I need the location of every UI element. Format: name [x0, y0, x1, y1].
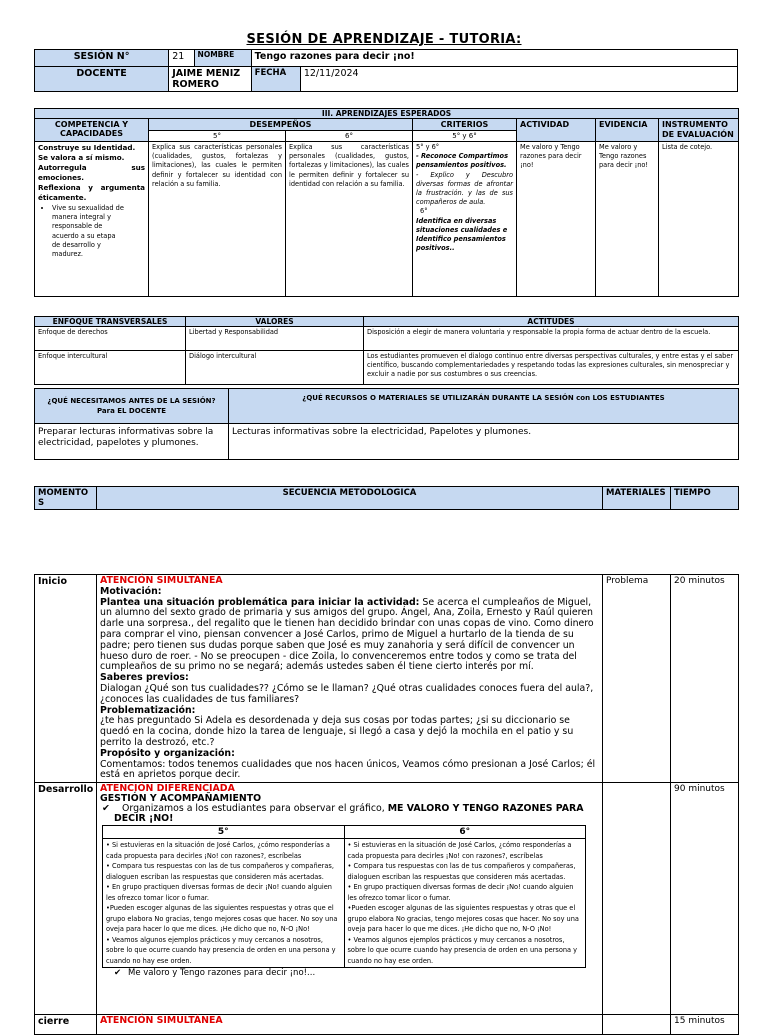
cierre-tiempo: 15 minutos [671, 1015, 739, 1035]
col-competencia: COMPETENCIA Y CAPACIDADES [35, 119, 149, 142]
col-valores: VALORES [186, 317, 364, 327]
capacidad-2: Autorregula sus emociones. [38, 163, 145, 182]
check-icon: ✔ [102, 803, 110, 815]
check-item-bottom [100, 968, 599, 978]
answer-recursos: Lecturas informativas sobre la electricidad, Papelotes y plumones. [229, 424, 739, 460]
cierre-content [97, 1015, 603, 1035]
inner-6-content [344, 839, 586, 968]
instrumento-value: Lista de cotejo. [659, 142, 739, 297]
col-evidencia: EVIDENCIA [596, 119, 659, 142]
sesion-label: SESIÓN N° [35, 50, 169, 67]
actitud-row-2: Los estudiantes promueven el dialogo continuo entre diversas perspectivas culturales, y entre estas y el saber científico, buscando complementariedades y respetando todas las expresiones culturales, sin menospreciar y excluir a nadie por sus costumbres o sus creencias. [364, 351, 739, 385]
criterios-cell [413, 142, 517, 297]
inner-5-item-4: •Pueden escoger algunas de las siguientes respuestas y otras que el grupo elabora No gracias, tengo mejores cosas que hacer. No soy una oveja para hacer lo que me dices. ¡He dicho que no, N-O ¡No! [106, 904, 338, 934]
competencia-title: Construye su Identidad. [38, 143, 136, 152]
inicio-tiempo: 20 minutos [671, 575, 739, 783]
proposito-label: Propósito y organización: [100, 747, 235, 759]
criterios-grades: 5° y 6° [416, 143, 440, 151]
col-desempenos: DESEMPEÑOS [149, 119, 413, 131]
inner-6-item-5: • Veamos algunos ejemplos prácticos y muy cercanos a nosotros, sobre lo que ocurre cuando hay presencia de orden en una persona y cuando no hay ese orden. [347, 935, 578, 965]
inner-5-item-2: • Compara tus respuestas con las de tus compañeros y compañeras, dialoguen escriban las respuestas que consideren más acertadas. [106, 862, 334, 881]
inner-5-item-5: • Veamos algunos ejemplos prácticos y muy cercanos a nosotros, sobre lo que ocurre cuando hay presencia de orden en una persona y cuando no hay ese orden. [106, 935, 336, 965]
motivacion-label: Motivación: [100, 585, 162, 597]
inner-5-item-3: • En grupo practiquen diversas formas de decir ¡No! cuando alguien les ofrezco tomar licor o fumar. [106, 883, 332, 902]
sesion-number: 21 [169, 50, 194, 67]
col-5-grade: 5° [149, 131, 286, 142]
criterio-1: - Reconoce Compartimos pensamientos positivos. [416, 152, 508, 170]
capacidad-3: Reflexiona y argumenta éticamente. [38, 183, 145, 202]
proposito-text: Comentamos: todos tenemos cualidades que nos hacen únicos, Veamos cómo presionan a José Carlos; él está en aprietos porque decir. [100, 758, 596, 781]
inicio-material: Problema [603, 575, 671, 783]
col-momentos: MOMENTOS [35, 487, 97, 510]
saberes-text: Dialogan ¿Qué son tus cualidades?? ¿Cómo se le llaman? ¿Qué otras cualidades conoces fuera del aula?, ¿conoces las cualidades de tus familiares? [100, 682, 594, 705]
col-criterios: CRITERIOS [413, 119, 517, 131]
desempeno-5: Explica sus características personales (cualidades, gustos, fortalezas y limitaciones), las cuales le permiten definir y fortalecer su identidad con relación a su familia. [149, 142, 286, 297]
col-materiales: MATERIALES [603, 487, 671, 510]
page-title: SESIÓN DE APRENDIZAJE - TUTORIA: [246, 32, 522, 47]
docente-label: DOCENTE [35, 67, 169, 92]
valor-row-1: Libertad y Responsabilidad [186, 327, 364, 351]
gestion-label: GESTIÓN Y ACOMPAÑAMIENTO [100, 793, 262, 805]
aprendizajes-table [34, 108, 739, 297]
inner-col-6: 6° [344, 826, 586, 839]
inner-6-item-1: • Si estuvieras en la situación de José Carlos, ¿cómo responderías a cada propuesta para decirles ¡No! con razones?, escríbelas [347, 841, 572, 860]
plantea-text: Se acerca el cumpleaños de Miguel, un alumno del sexto grado de primaria y sus amigos del grupo. Ángel, Ana, Zoila, Ernesto y Raúl quieren darle una sorpresa., del regalito que le tienen han decidido brindar con unas copas de vino. Como dinero para comprar el vino, piensan convencer a José Carlos, primo de Miguel a hurtarlo de la tienda de su padre; pero tienen sus dudas porque saben que José es muy zanahoria y será difícil de convencer un hueso duro de roer. - No se preocupen - dice Zoila, lo convenceremos entre todos y como se trata del cumpleaños de su primo no se negará; además ustedes saben él tiene cierto interés por mí. [100, 596, 594, 673]
desarrollo-content [97, 783, 603, 1015]
check-item [100, 804, 599, 824]
grades-inner-table [102, 825, 586, 968]
docente-value: JAIME MENIZ ROMERO [169, 67, 251, 92]
plantea-label: Plantea una situación problemática para iniciar la actividad: [100, 596, 420, 608]
question-docente: ¿QUÉ NECESITAMOS ANTES DE LA SESIÓN? Para EL DOCENTE [35, 389, 229, 424]
col-actividad: ACTIVIDAD [517, 119, 596, 142]
col-secuencia: SECUENCIA METODOLOGICA [97, 487, 603, 510]
enfoque-row-2: Enfoque intercultural [35, 351, 186, 385]
desarrollo-tiempo: 90 minutos [671, 783, 739, 1015]
nombre-value: Tengo razones para decir ¡no! [251, 50, 737, 67]
capacidad-bullet: • Vive su sexualidad de manera integral y responsable de acuerdo a su etapa de desarrollo y madurez. [52, 204, 124, 259]
inner-6-item-4: •Pueden escoger algunas de las siguientes respuestas y otras que el grupo elabora No gracias, tengo mejores cosas que hacer. No soy una oveja para hacer lo que me dices. ¡He dicho que no, N-O ¡No! [347, 904, 579, 934]
inner-col-5: 5° [103, 826, 345, 839]
inicio-content [97, 575, 603, 783]
problematizacion-text: ¿te has preguntado Si Adela es desordenada y deja sus cosas por todas partes; ¿si su diccionario se quedó en la cocina, donde hizo la tarea de lenguaje, si llegó a casa y dejó la mochila en el patio y su perrito la destrozó, etc.? [100, 715, 574, 748]
evidencia-value: Me valoro y Tengo razones para decir ¡no! [596, 142, 659, 297]
inner-6-item-2: • Compara tus respuestas con las de tus compañeros y compañeras, dialoguen escriban las respuestas que consideren más acertadas. [347, 862, 576, 881]
capacidad-1: Se valora a sí mismo. [38, 153, 125, 162]
inner-6-item-3: • En grupo practiquen diversas formas de decir ¡No! cuando alguien les ofrezco tomar licor o fumar. [347, 883, 574, 902]
saberes-label: Saberes previos: [100, 672, 189, 684]
col-criterios-sub: 5° y 6° [413, 131, 517, 142]
col-6-grade: 6° [286, 131, 413, 142]
valor-row-2: Diálogo intercultural [186, 351, 364, 385]
col-tiempo: TIEMPO [671, 487, 739, 510]
preparation-table [34, 388, 739, 460]
criterios-6: 6° [420, 207, 428, 216]
criterio-3: Identifica en diversas situaciones cualidades e Identifico pensamientos positivos.. [416, 216, 508, 253]
cierre-material [603, 1015, 671, 1035]
actitud-row-1: Disposición a elegir de manera voluntaria y responsable la propia forma de actuar dentro de la escuela. [364, 327, 739, 351]
col-enfoque: ENFOQUE TRANSVERSALES [35, 317, 186, 327]
secuencia-header-table [34, 486, 739, 510]
momento-inicio: Inicio [35, 575, 97, 783]
aprendizajes-section-title: III. APRENDIZAJES ESPERADOS [35, 109, 739, 119]
desempeno-6: Explica sus características personales (cualidades, gustos, fortalezas y limitaciones), las cuales le permiten definir y fortalecer su identidad con relación a su familia. [286, 142, 413, 297]
fecha-value: 12/11/2024 [300, 67, 737, 92]
nombre-label: NOMBRE [194, 50, 251, 67]
col-instrumento: INSTRUMENTO DE EVALUACIÓN [659, 119, 739, 142]
inner-5-item-1: • Si estuvieras en la situación de José Carlos, ¿cómo responderías a cada propuesta para decirles ¡No! con razones?, escríbelas [106, 841, 330, 860]
answer-docente: Preparar lecturas informativas sobre la electricidad, papelotes y plumones. [35, 424, 229, 460]
fecha-label: FECHA [251, 67, 300, 92]
competencia-cell [35, 142, 149, 297]
inicio-atencion: ATENCIÓN SIMULTÁNEA [100, 575, 223, 586]
secuencia-body-table [34, 574, 739, 1035]
momento-cierre: cierre [35, 1015, 97, 1035]
question-recursos: ¿QUÉ RECURSOS O MATERIALES SE UTILIZARÁN DURANTE LA SESIÓN con LOS ESTUDIANTES [229, 389, 739, 424]
criterio-2: - Explico y Descubro diversas formas de afrontar la frustración. y las de sus compañeros de aula. [416, 170, 513, 207]
enfoques-table [34, 316, 739, 385]
check-bold-text: ME VALORO Y TENGO RAZONES PARA DECIR ¡NO! [114, 803, 584, 825]
inner-5-content [103, 839, 345, 968]
header-table [34, 49, 738, 92]
problematizacion-label: Problematización: [100, 704, 196, 716]
check-text: Organizamos a los estudiantes para observar el gráfico, [122, 803, 385, 815]
cierre-atencion: ATENCIÓN SIMULTÁNEA [100, 1015, 223, 1027]
actividad-value: Me valoro y Tengo razones para decir ¡no! [517, 142, 596, 297]
desarrollo-material [603, 783, 671, 1015]
col-actitudes: ACTITUDES [364, 317, 739, 327]
desarrollo-atencion: ATENCIÓN DIFERENCIADA [100, 783, 235, 795]
momento-desarrollo: Desarrollo [35, 783, 97, 1015]
check-icon-bottom: ✔ [114, 968, 122, 979]
check-bottom-text: Me valoro y Tengo razones para decir ¡no!... [128, 968, 316, 979]
enfoque-row-1: Enfoque de derechos [35, 327, 186, 351]
